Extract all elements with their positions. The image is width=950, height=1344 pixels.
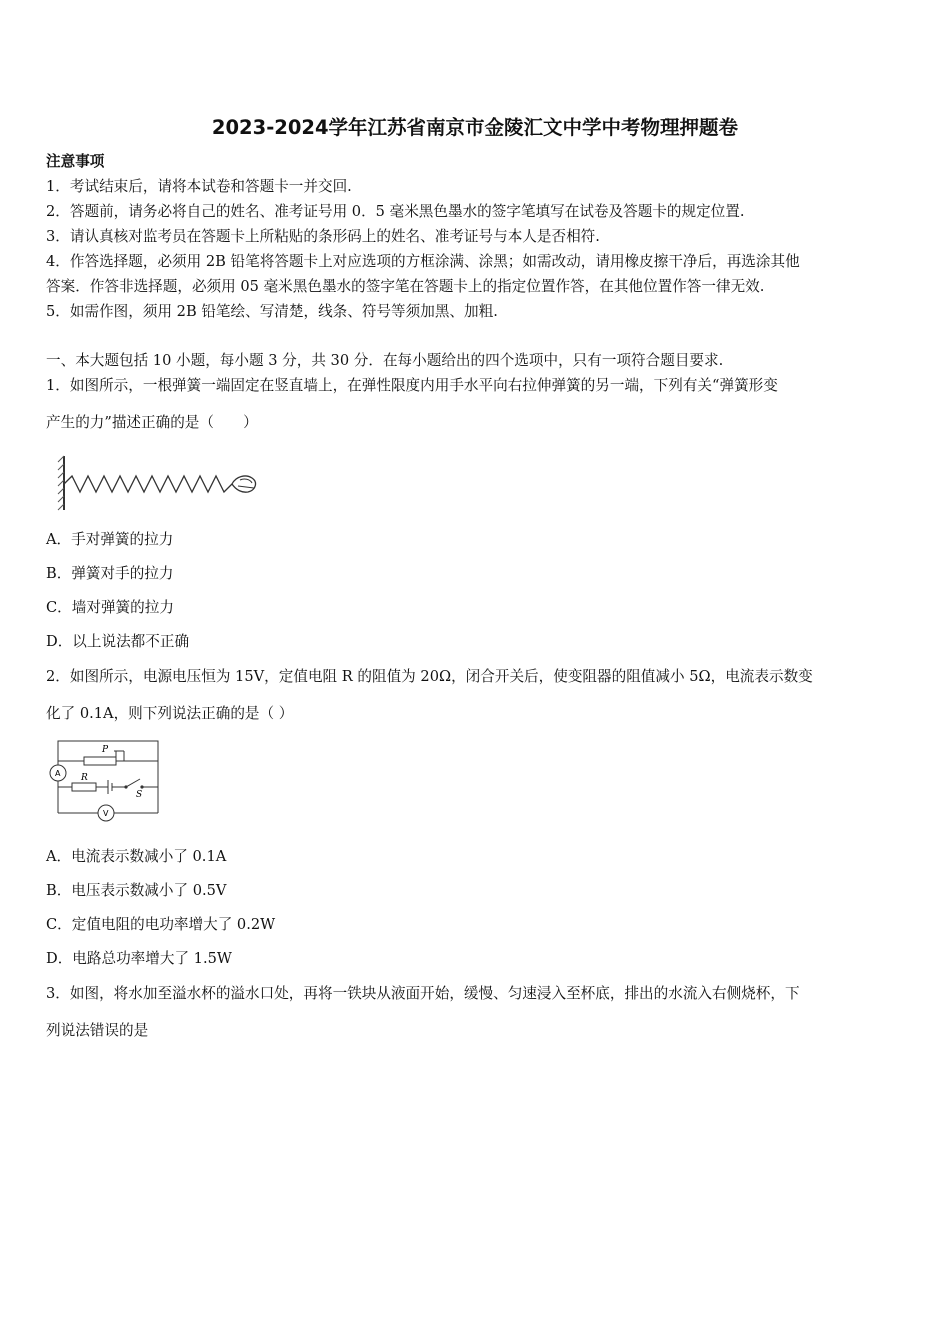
resistor-icon — [72, 783, 96, 791]
question-1-text: 1．如图所示，一根弹簧一端固定在竖直墙上，在弹性限度内用手水平向右拉伸弹簧的另一端，下列有关“弹簧形变 — [46, 377, 778, 394]
question-2-option-d: D．电路总功率增大了 1.5W — [46, 950, 232, 967]
notice-item: 4．作答选择题，必须用 2B 铅笔将答题卡上对应选项的方框涂满、涂黑；如需改动，请用橡皮擦干净后，再选涂其他 — [46, 253, 800, 270]
question-3-text: 列说法错误的是 — [46, 1022, 149, 1039]
switch-icon — [126, 779, 140, 787]
rheostat-icon — [84, 757, 116, 765]
label-v: V — [103, 809, 109, 818]
question-2-text: 化了 0.1A，则下列说法正确的是（ ） — [46, 705, 294, 722]
question-1-option-a: A．手对弹簧的拉力 — [46, 531, 174, 548]
question-1-option-c: C．墙对弹簧的拉力 — [46, 599, 174, 616]
label-s: S — [136, 790, 143, 800]
notice-heading: 注意事项 — [46, 153, 105, 170]
notice-item: 3．请认真核对监考员在答题卡上所粘贴的条形码上的姓名、准考证号与本人是否相符. — [46, 228, 600, 245]
question-2-option-c: C．定值电阻的电功率增大了 0.2W — [46, 916, 276, 933]
section-heading: 一、本大题包括 10 小题，每小题 3 分，共 30 分．在每小题给出的四个选项中，只有一项符合题目要求. — [46, 352, 724, 369]
notice-item: 5．如需作图，须用 2B 铅笔绘、写清楚，线条、符号等须加黑、加粗. — [46, 303, 498, 320]
wall-icon — [58, 456, 64, 510]
question-1-option-b: B．弹簧对手的拉力 — [46, 565, 174, 582]
label-r: R — [81, 773, 88, 783]
label-p: P — [102, 745, 109, 755]
question-1-text: 产生的力”描述正确的是（ ） — [46, 414, 258, 431]
spring-icon — [64, 476, 232, 492]
circuit-figure — [44, 737, 168, 827]
spring-figure — [56, 452, 262, 516]
question-3-text: 3．如图，将水加至溢水杯的溢水口处，再将一铁块从液面开始，缓慢、匀速浸入至杯底，排出的水流入右侧烧杯，下 — [46, 985, 800, 1002]
question-1-option-d: D．以上说法都不正确 — [46, 633, 190, 650]
notice-item: 1．考试结束后，请将本试卷和答题卡一并交回. — [46, 178, 352, 195]
question-2-option-b: B．电压表示数减小了 0.5V — [46, 882, 227, 899]
hand-icon — [232, 476, 255, 492]
page-title: 2023-2024学年江苏省南京市金陵汇文中学中考物理押题卷 — [211, 116, 739, 139]
label-a: A — [55, 769, 61, 778]
notice-item: 2．答题前，请务必将自己的姓名、准考证号用 0．5 毫米黑色墨水的签字笔填写在试卷及答题卡的规定位置. — [46, 203, 745, 220]
notice-item: 答案．作答非选择题，必须用 05 毫米黑色墨水的签字笔在答题卡上的指定位置作答，在其他位置作答一律无效. — [46, 278, 765, 295]
question-2-text: 2．如图所示，电源电压恒为 15V，定值电阻 R 的阻值为 20Ω，闭合开关后，使变阻器的阻值减小 5Ω，电流表示数变 — [46, 668, 813, 685]
question-2-option-a: A．电流表示数减小了 0.1A — [46, 848, 227, 865]
